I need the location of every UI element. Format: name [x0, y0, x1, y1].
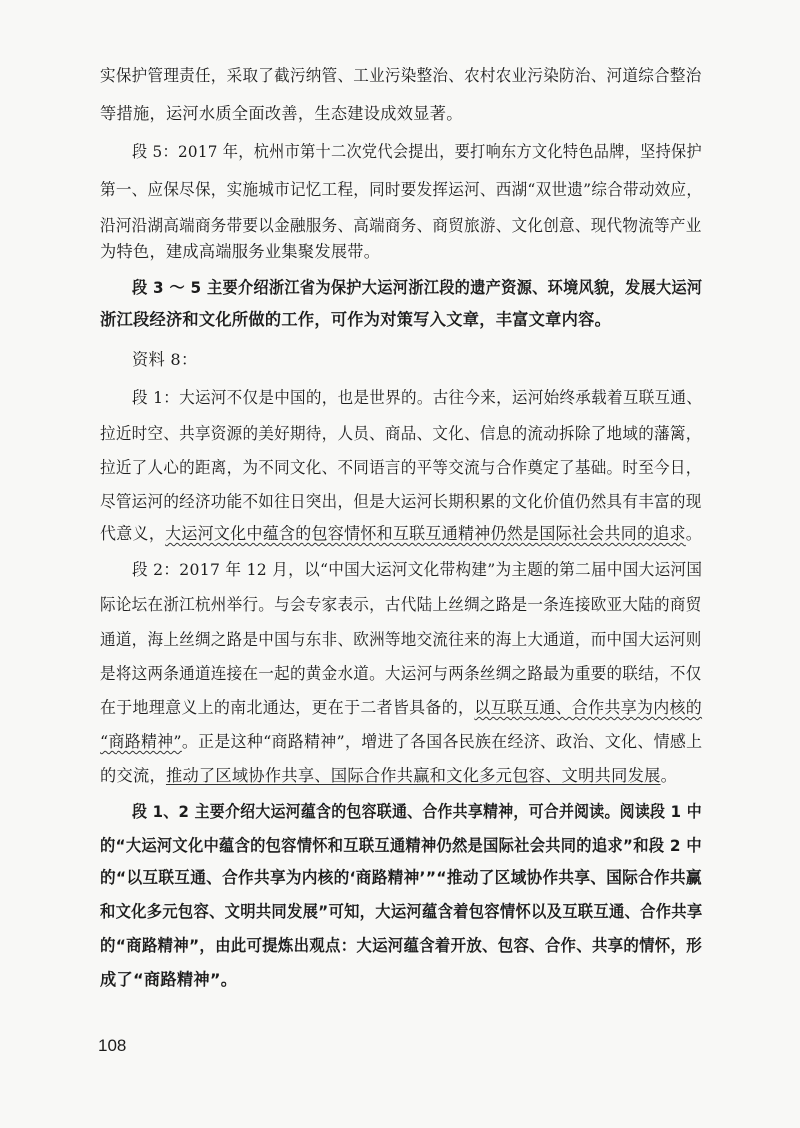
text-line: 沿河沿湖高端商务带要以金融服务、高端商务、商贸旅游、文化创意、现代物流等产业: [100, 216, 702, 235]
text-segment: 。: [685, 524, 703, 543]
text-line: 的“商路精神”，由此可提炼出观点：大运河蕴含着开放、包容、合作、共享的情怀，形: [100, 936, 702, 955]
text-line: 通道，海上丝绸之路是中国与东非、欧洲等地交流往来的海上大通道，而中国大运河则: [100, 630, 702, 649]
text-line: 段 3 ～ 5 主要介绍浙江省为保护大运河浙江段的遗产资源、环境风貌，发展大运河: [132, 278, 703, 297]
text-line: 段 1：大运河不仅是中国的，也是世界的。古往今来，运河始终承载着互联互通、: [132, 388, 703, 407]
text-line: 为特色，建成高端服务业集聚发展带。: [100, 242, 381, 261]
text-line: 拉近了人心的距离，为不同文化、不同语言的平等交流与合作奠定了基础。时至今日，: [100, 458, 702, 477]
text-line: [100, 766, 677, 786]
text-line: 段 1、2 主要介绍大运河蕴含的包容联通、合作共享精神，可合并阅读。阅读段 1 中: [132, 802, 702, 821]
text-line: 尽管运河的经济功能不如往日突出，但是大运河长期积累的文化价值仍然具有丰富的现: [100, 492, 702, 511]
text-segment: 的交流，: [100, 766, 166, 785]
text-line: 是将这两条通道连接在一起的黄金水道。大运河与两条丝绸之路最为重要的联结，不仅: [100, 664, 702, 683]
underlined-quote: “商路精神”: [100, 732, 182, 751]
text-line: 际论坛在浙江杭州举行。与会专家表示，古代陆上丝绸之路是一条连接欧亚大陆的商贸: [100, 595, 702, 614]
text-segment: 。正是这种“商路精神”，增进了各国各民族在经济、政治、文化、情感上: [181, 732, 703, 751]
text-line: 的“大运河文化中蕴含的包容情怀和互联互通精神仍然是国际社会共同的追求”和段 2 中: [100, 836, 702, 855]
section-heading: 资料 8：: [132, 350, 198, 369]
text-line: [100, 698, 702, 718]
text-line: 实保护管理责任，采取了截污纳管、工业污染整治、农村农业污染防治、河道综合整治: [100, 66, 702, 85]
text-line: 第一、应保尽保，实施城市记忆工程，同时要发挥运河、西湖“双世遗”综合带动效应，: [100, 180, 703, 199]
text-segment: 。: [660, 766, 678, 785]
text-line: 段 2：2017 年 12 月，以“中国大运河文化带构建”为主题的第二届中国大运河国: [132, 560, 703, 579]
page-number: 108: [98, 1036, 127, 1055]
text-line: [100, 524, 702, 544]
text-line: 和文化多元包容、文明共同发展”可知，大运河蕴含着包容情怀以及互联互通、合作共享: [100, 902, 703, 921]
text-line: 浙江段经济和文化所做的工作，可作为对策写入文章，丰富文章内容。: [100, 310, 612, 329]
text-line: 成了“商路精神”。: [100, 970, 238, 989]
text-line: 等措施，运河水质全面改善，生态建设成效显著。: [100, 104, 463, 123]
text-line: 拉近时空、共享资源的美好期待，人员、商品、文化、信息的流动拆除了地域的藩篱，: [100, 424, 702, 443]
underlined-quote: 推动了区域协作共享、国际合作共赢和文化多元包容、文明共同发展: [165, 766, 661, 785]
text-line: 段 5：2017 年，杭州市第十二次党代会提出，要打响东方文化特色品牌，坚持保护: [132, 142, 702, 161]
text-segment: 在于地理意义上的南北通达，更在于二者皆具备的，: [100, 698, 475, 717]
underlined-quote: 大运河文化中蕴含的包容情怀和互联互通精神仍然是国际社会共同的追求: [165, 524, 686, 543]
text-segment: 代意义，: [100, 524, 166, 543]
text-line: [100, 732, 702, 752]
underlined-quote: 以互联互通、合作共享为内核的: [474, 698, 703, 717]
text-line: 的“以互联互通、合作共享为内核的‘商路精神’”“推动了区域协作共享、国际合作共赢: [100, 868, 702, 887]
